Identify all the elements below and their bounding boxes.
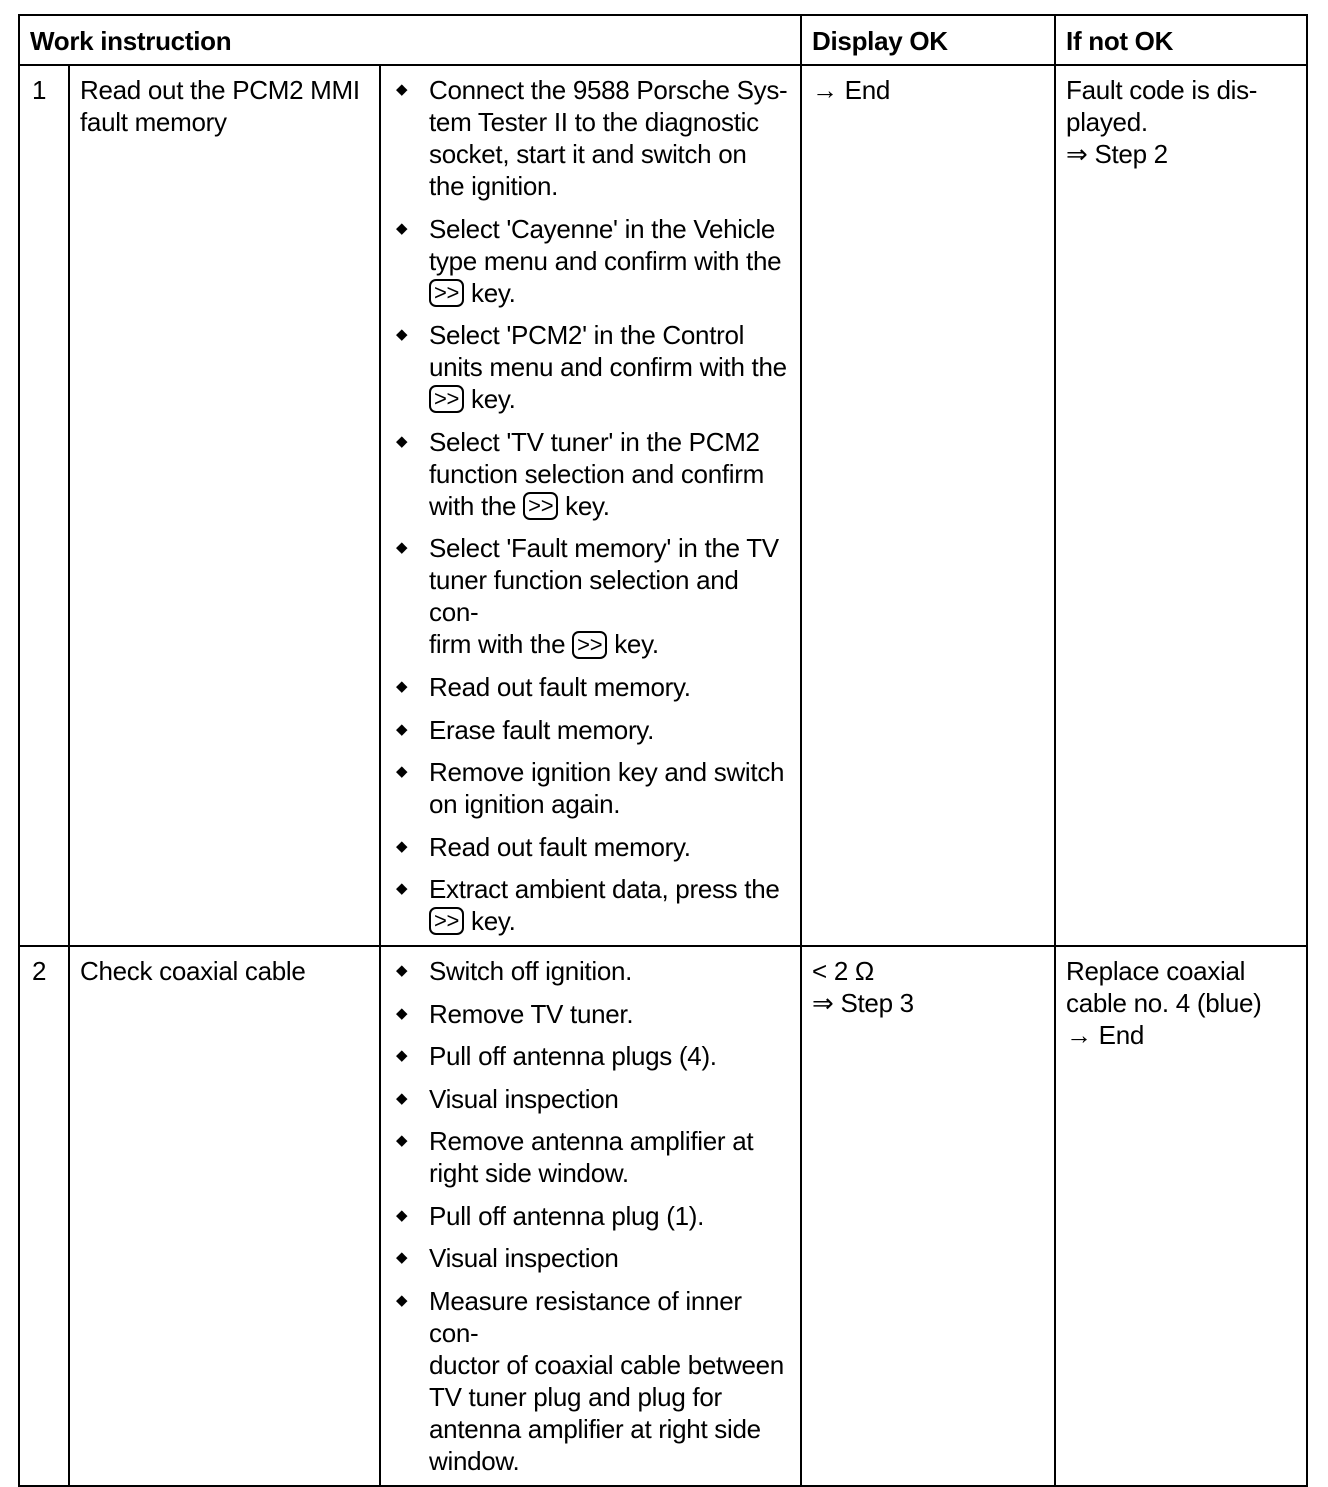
diamond-bullet-icon: ◆ — [396, 678, 408, 695]
diamond-bullet-icon: ◆ — [396, 81, 408, 98]
diamond-bullet-icon: ◆ — [396, 1249, 408, 1267]
if-not-ok-line: Fault code is dis- — [1066, 75, 1258, 105]
instruction-line: Select 'Cayenne' in the Vehicle — [429, 213, 776, 244]
diamond-bullet-icon: ◆ — [396, 326, 408, 344]
instruction-item — [389, 1285, 792, 1477]
instruction-text: key. — [464, 384, 516, 415]
diamond-bullet-icon: ◆ — [396, 763, 408, 780]
instruction-line: right side window. — [429, 1158, 629, 1189]
display-ok-line: → End — [812, 75, 891, 105]
instruction-line: antenna amplifier at right side — [429, 1413, 761, 1444]
instruction-item — [389, 74, 792, 202]
instruction-line: TV tuner plug and plug for — [429, 1381, 722, 1412]
instruction-line: tuner function selection and con- — [429, 565, 739, 628]
if-not-ok-line: ⇒ Step 2 — [1066, 139, 1168, 169]
instruction-line: Remove TV tuner. — [429, 998, 634, 1029]
instruction-line: Remove ignition key and switch — [429, 757, 785, 787]
diamond-bullet-icon: ◆ — [396, 720, 408, 738]
instruction-key-line — [429, 383, 792, 415]
instruction-item — [389, 213, 792, 309]
instruction-line: Remove antenna amplifier at — [429, 1126, 754, 1157]
instruction-list — [389, 74, 792, 937]
diamond-bullet-icon: ◆ — [396, 1206, 408, 1224]
instruction-item — [389, 1125, 792, 1189]
if-not-ok-result — [1055, 65, 1307, 946]
forward-key-icon: >> — [429, 279, 464, 307]
diamond-bullet-icon: ◆ — [396, 837, 408, 855]
instruction-line: Visual inspection — [429, 1243, 619, 1274]
instruction-text: key. — [464, 277, 516, 308]
display-ok-line: < 2 Ω — [812, 956, 875, 987]
diamond-bullet-icon: ◆ — [396, 432, 408, 450]
table-row — [19, 65, 1307, 946]
if-not-ok-line: → End — [1066, 1020, 1145, 1051]
diamond-bullet-icon: ◆ — [396, 880, 408, 897]
instruction-item — [389, 319, 792, 415]
instruction-line: Extract ambient data, press the — [429, 874, 780, 904]
instruction-line: Select 'PCM2' in the Control — [429, 320, 745, 351]
table-row — [19, 946, 1307, 1486]
instruction-text: key. — [607, 629, 659, 660]
instruction-line: Read out fault memory. — [429, 672, 691, 702]
instruction-line: Measure resistance of inner con- — [429, 1285, 742, 1348]
diamond-bullet-icon: ◆ — [396, 539, 408, 557]
instruction-item — [389, 1083, 792, 1115]
diamond-bullet-icon: ◆ — [396, 962, 408, 980]
instruction-key-line — [429, 628, 792, 660]
instruction-line: tem Tester II to the diagnostic — [429, 107, 759, 137]
instruction-item — [389, 1040, 792, 1072]
instruction-text: with the — [429, 490, 524, 521]
instruction-line: Connect the 9588 Porsche Sys- — [429, 75, 788, 105]
forward-key-icon: >> — [429, 385, 464, 413]
forward-key-icon: >> — [429, 907, 464, 935]
instruction-line: units menu and confirm with the — [429, 352, 787, 383]
instruction-line: Erase fault memory. — [429, 714, 654, 745]
diamond-bullet-icon: ◆ — [396, 1004, 408, 1022]
instruction-item — [389, 426, 792, 522]
instruction-key-line — [429, 490, 792, 522]
instruction-item — [389, 873, 792, 937]
if-not-ok-line: played. — [1066, 107, 1148, 137]
diamond-bullet-icon: ◆ — [396, 1047, 408, 1065]
instruction-text: key. — [558, 490, 610, 521]
instruction-line: Select 'TV tuner' in the PCM2 — [429, 426, 760, 457]
instruction-text: firm with the — [429, 629, 573, 660]
instruction-item — [389, 1242, 792, 1274]
instruction-item — [389, 955, 792, 987]
header-row — [19, 15, 1307, 65]
work-instruction-table — [18, 14, 1308, 1487]
diamond-bullet-icon: ◆ — [396, 219, 408, 237]
instruction-line: socket, start it and switch on — [429, 139, 747, 169]
step-title — [69, 946, 380, 1486]
instruction-line: ductor of coaxial cable between — [429, 1349, 784, 1380]
instruction-line: the ignition. — [429, 171, 559, 201]
instruction-line: Switch off ignition. — [429, 956, 633, 987]
instruction-item — [389, 714, 792, 746]
instruction-line: type menu and confirm with the — [429, 245, 782, 276]
instruction-line: Visual inspection — [429, 1083, 619, 1114]
step-title — [69, 65, 380, 946]
instruction-text: key. — [464, 906, 516, 936]
instruction-key-line — [429, 905, 792, 937]
if-not-ok-result — [1055, 946, 1307, 1486]
header-if-not-ok: If not OK — [1055, 15, 1307, 65]
instruction-line: Pull off antenna plug (1). — [429, 1200, 705, 1231]
instruction-item — [389, 532, 792, 660]
instruction-line: Pull off antenna plugs (4). — [429, 1041, 717, 1072]
step-title-line: Check coaxial cable — [80, 956, 306, 987]
instruction-key-line — [429, 277, 792, 309]
header-work-instruction: Work instruction — [19, 15, 801, 65]
instruction-item — [389, 1200, 792, 1232]
forward-key-icon: >> — [523, 492, 558, 520]
instruction-item — [389, 831, 792, 863]
if-not-ok-line: Replace coaxial — [1066, 956, 1246, 987]
step-instructions — [380, 946, 801, 1486]
instruction-list — [389, 955, 792, 1477]
step-instructions — [380, 65, 801, 946]
step-number: 2 — [19, 946, 69, 1486]
diamond-bullet-icon: ◆ — [396, 1132, 408, 1150]
if-not-ok-line: cable no. 4 (blue) — [1066, 988, 1262, 1019]
display-ok-line: ⇒ Step 3 — [812, 988, 914, 1019]
step-title-line: Read out the PCM2 MMI — [80, 75, 360, 105]
forward-key-icon: >> — [572, 631, 607, 659]
diamond-bullet-icon: ◆ — [396, 1291, 408, 1309]
step-number: 1 — [19, 65, 69, 946]
display-ok-result — [801, 946, 1055, 1486]
diamond-bullet-icon: ◆ — [396, 1089, 408, 1107]
instruction-item — [389, 998, 792, 1030]
step-title-line: fault memory — [80, 107, 227, 137]
header-display-ok: Display OK — [801, 15, 1055, 65]
instruction-line: function selection and confirm — [429, 458, 764, 489]
instruction-item — [389, 756, 792, 820]
instruction-line: window. — [429, 1445, 520, 1476]
instruction-item — [389, 671, 792, 703]
instruction-line: on ignition again. — [429, 789, 621, 819]
instruction-line: Read out fault memory. — [429, 831, 691, 862]
instruction-line: Select 'Fault memory' in the TV — [429, 533, 779, 564]
table-body — [19, 65, 1307, 1486]
display-ok-result — [801, 65, 1055, 946]
